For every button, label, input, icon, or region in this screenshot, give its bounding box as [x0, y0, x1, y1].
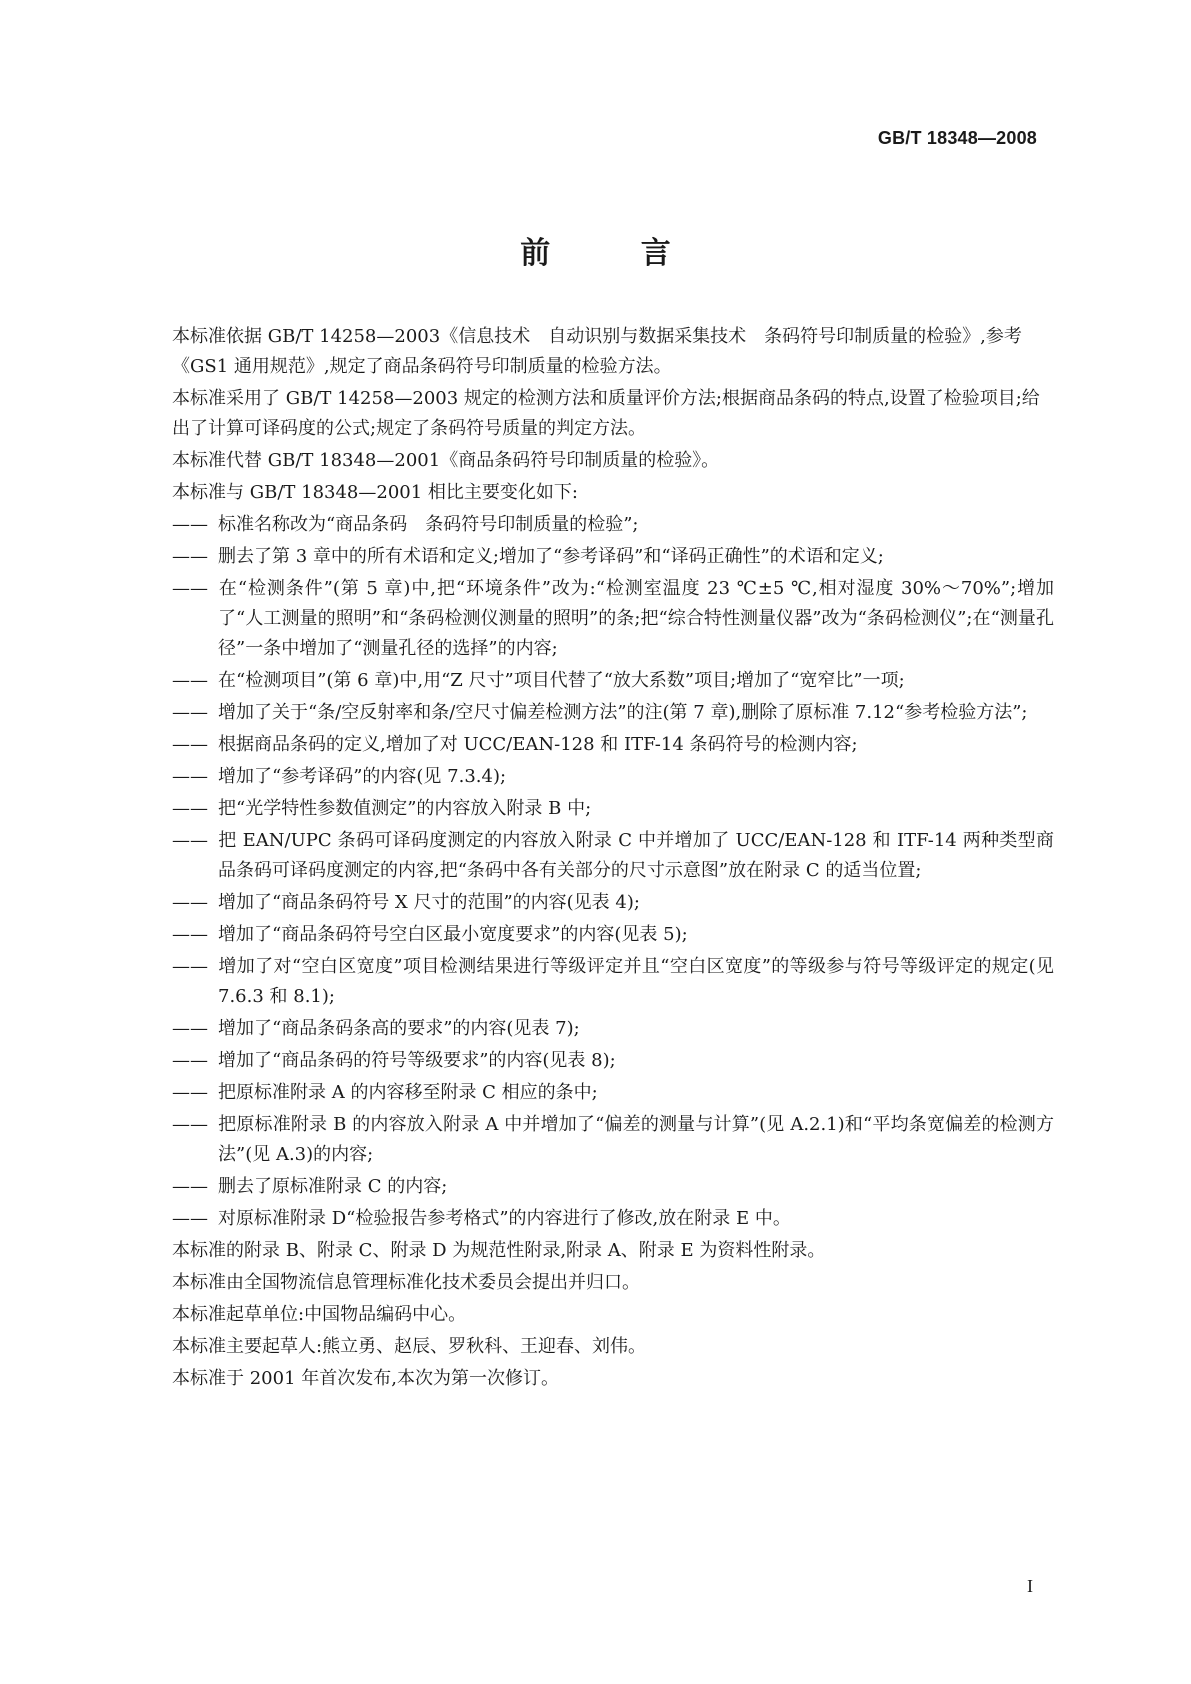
change-item — [172, 952, 1054, 1012]
page-number: I — [1027, 1576, 1033, 1596]
change-item — [172, 698, 1054, 728]
dash-bullet: —— — [172, 546, 208, 567]
change-item — [172, 1204, 1054, 1234]
change-item-text: 对原标准附录 D“检验报告参考格式”的内容进行了修改,放在附录 E 中。 — [218, 1208, 791, 1229]
change-item-text: 增加了对“空白区宽度”项目检测结果进行等级评定并且“空白区宽度”的等级参与符号等级评定的规定(见 7.6.3 和 8.1); — [218, 956, 1054, 1007]
closing-section — [172, 1236, 1054, 1394]
dash-bullet: —— — [172, 670, 208, 691]
change-item — [172, 666, 1054, 696]
dash-bullet: —— — [172, 702, 208, 723]
change-item-text: 删去了第 3 章中的所有术语和定义;增加了“参考译码”和“译码正确性”的术语和定义; — [218, 546, 884, 567]
change-item-text: 根据商品条码的定义,增加了对 UCC/EAN-128 和 ITF-14 条码符号的检测内容; — [218, 734, 858, 755]
intro-paragraph: 本标准与 GB/T 18348—2001 相比主要变化如下: — [172, 482, 578, 503]
change-item-text: 增加了“参考译码”的内容(见 7.3.4); — [218, 766, 507, 787]
dash-bullet: —— — [172, 830, 208, 851]
dash-bullet: —— — [172, 892, 208, 913]
change-item-text: 把“光学特性参数值测定”的内容放入附录 B 中; — [218, 798, 592, 819]
intro-paragraph: 本标准代替 GB/T 18348—2001《商品条码符号印制质量的检验》。 — [172, 450, 720, 471]
change-item-text: 增加了“商品条码条高的要求”的内容(见表 7); — [218, 1018, 580, 1039]
change-item — [172, 1078, 1054, 1108]
dash-bullet: —— — [172, 1018, 208, 1039]
changes-list — [172, 510, 1054, 1234]
change-item-text: 增加了“商品条码符号空白区最小宽度要求”的内容(见表 5); — [218, 924, 688, 945]
change-item — [172, 1046, 1054, 1076]
dash-bullet: —— — [172, 1176, 208, 1197]
dash-bullet: —— — [172, 514, 208, 535]
dash-bullet: —— — [172, 956, 208, 977]
change-item-text: 把原标准附录 A 的内容移至附录 C 相应的条中; — [218, 1082, 598, 1103]
change-item — [172, 510, 1054, 540]
change-item — [172, 826, 1054, 886]
closing-paragraph: 本标准主要起草人:熊立勇、赵辰、罗秋科、王迎春、刘伟。 — [172, 1336, 647, 1357]
change-item-text: 增加了关于“条/空反射率和条/空尺寸偏差检测方法”的注(第 7 章),删除了原标准 7.12“参考检验方法”; — [218, 702, 1028, 723]
change-item — [172, 794, 1054, 824]
dash-bullet: —— — [172, 766, 208, 787]
dash-bullet: —— — [172, 798, 208, 819]
change-item-text: 在“检测项目”(第 6 章)中,用“Z 尺寸”项目代替了“放大系数”项目;增加了“宽窄比”一项; — [218, 670, 905, 691]
dash-bullet: —— — [172, 1208, 208, 1229]
change-item — [172, 1172, 1054, 1202]
closing-paragraph: 本标准的附录 B、附录 C、附录 D 为规范性附录,附录 A、附录 E 为资料性附录。 — [172, 1240, 826, 1261]
closing-paragraph: 本标准于 2001 年首次发布,本次为第一次修订。 — [172, 1368, 559, 1389]
dash-bullet: —— — [172, 734, 208, 755]
dash-bullet: —— — [172, 1114, 208, 1135]
dash-bullet: —— — [172, 1082, 208, 1103]
closing-paragraph: 本标准由全国物流信息管理标准化技术委员会提出并归口。 — [172, 1272, 640, 1293]
dash-bullet: —— — [172, 1050, 208, 1071]
change-item — [172, 1014, 1054, 1044]
change-item-text: 删去了原标准附录 C 的内容; — [218, 1176, 448, 1197]
change-item-text: 增加了“商品条码符号 X 尺寸的范围”的内容(见表 4); — [218, 892, 640, 913]
change-item-text: 把 EAN/UPC 条码可译码度测定的内容放入附录 C 中并增加了 UCC/EAN-128 和 ITF-14 两种类型商品条码可译码度测定的内容,把“条码中各有关部分的尺寸示意图”放在附录 C 的适当位置; — [218, 830, 1054, 881]
change-item — [172, 730, 1054, 760]
dash-bullet: —— — [172, 578, 208, 599]
change-item-text: 标准名称改为“商品条码 条码符号印制质量的检验”; — [218, 514, 639, 535]
intro-paragraph: 本标准依据 GB/T 14258—2003《信息技术 自动识别与数据采集技术 条码符号印制质量的检验》,参考《GS1 通用规范》,规定了商品条码符号印制质量的检验方法。 — [172, 326, 1022, 377]
intro-paragraph: 本标准采用了 GB/T 14258—2003 规定的检测方法和质量评价方法;根据商品条码的特点,设置了检验项目;给出了计算可译码度的公式;规定了条码符号质量的判定方法。 — [172, 388, 1040, 439]
intro-section — [172, 322, 1054, 508]
page-title: 前 言 — [520, 236, 711, 271]
closing-paragraph: 本标准起草单位:中国物品编码中心。 — [172, 1304, 467, 1325]
standard-number: GB/T 18348—2008 — [877, 128, 1037, 148]
change-item — [172, 542, 1054, 572]
change-item — [172, 574, 1054, 664]
change-item — [172, 762, 1054, 792]
change-item — [172, 1110, 1054, 1170]
change-item-text: 在“检测条件”(第 5 章)中,把“环境条件”改为:“检测室温度 23 ℃±5 ℃,相对湿度 30%～70%”;增加了“人工测量的照明”和“条码检测仪测量的照明”的条;把“综合特性测量仪器”改为“条码检测仪”;在“测量孔径”一条中增加了“测量孔径的选择”的内容; — [218, 578, 1054, 659]
foreword-body — [172, 322, 1054, 1396]
change-item-text: 增加了“商品条码的符号等级要求”的内容(见表 8); — [218, 1050, 616, 1071]
change-item — [172, 888, 1054, 918]
change-item-text: 把原标准附录 B 的内容放入附录 A 中并增加了“偏差的测量与计算”(见 A.2.1)和“平均条宽偏差的检测方法”(见 A.3)的内容; — [218, 1114, 1054, 1165]
change-item — [172, 920, 1054, 950]
dash-bullet: —— — [172, 924, 208, 945]
